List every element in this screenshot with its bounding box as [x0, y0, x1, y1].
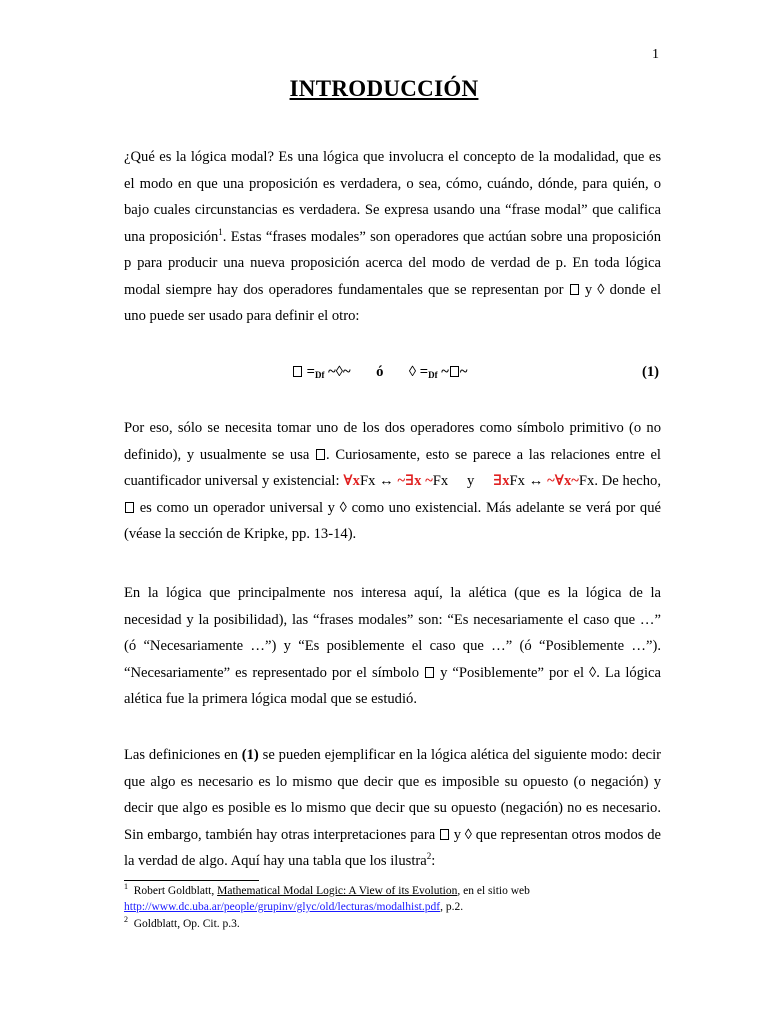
necessity-box-icon [425, 667, 434, 678]
definitions-text-d: : [431, 853, 436, 869]
formula-neg-dia-neg: ~◊~ [328, 364, 351, 380]
footnote-number: 2 [124, 915, 128, 925]
formula-text: Fx. De hecho, [578, 473, 662, 489]
intro-text-c: y ◊ donde el uno puede ser usado para definir el otro: [124, 281, 662, 324]
necessity-box-icon [293, 366, 302, 377]
definitions-text-c: y ◊ que representan otros modos de la verdad de algo. Aquí hay una tabla que los ilustra [124, 826, 661, 869]
formula-text: Fx ↔ [509, 473, 544, 489]
quantifier-neg-universal: ~∀x~ [547, 473, 579, 489]
formula-df: Df [428, 370, 438, 380]
formula-or: ó [376, 364, 384, 380]
formula-reference: (1) [241, 747, 259, 763]
formula-eq: = [306, 364, 315, 380]
formula-number: (1) [641, 364, 659, 380]
footnote-number: 1 [124, 882, 128, 892]
footnote-author: Robert Goldblatt, [133, 885, 215, 897]
quantifier-existential: ∃x [493, 473, 510, 489]
page-number: 1 [652, 47, 659, 62]
footnote-2 [124, 916, 684, 932]
formula-neg: ~ [441, 364, 449, 380]
paragraph-aletica [124, 580, 661, 713]
formula-eq: = [419, 364, 429, 380]
formula-dia: ◊ [408, 364, 417, 380]
aletica-text-a: En la lógica que principalmente nos interesa aquí, la alética (que es la lógica de la necesidad y la posibilidad), las “frases modales” son: “Es necesariamente el caso que …” (ó “Necesariamente …”) y “Es posiblemente el caso que …” (ó “Posiblemente …”). “Necesariamente” es representado por el símbolo [124, 585, 661, 681]
necessity-box-icon [316, 449, 325, 460]
footnote-work-title: Mathematical Modal Logic: A View of its Evolution [217, 885, 458, 897]
definitions-text-b: se pueden ejemplificar en la lógica alética del siguiente modo: decir que algo es necesario es lo mismo que decir que es imposible su opuesto (o negación) y decir que algo es posible es lo mismo que decir que su opuesto (negación) no es necesario. Sin embargo, también hay otras interpretaciones para [124, 747, 661, 843]
primitive-text-c: es como un operador universal y ◊ como uno existencial. Más adelante se verá por qué (véase la sección de Kripke, pp. 13-14). [124, 499, 661, 542]
paragraph-definitions [124, 742, 661, 875]
paragraph-intro [124, 144, 661, 330]
paragraph-primitive [124, 415, 661, 548]
formula-text: Fx [432, 473, 449, 489]
primitive-text-a: Por eso, sólo se necesita tomar uno de los dos operadores como símbolo primitivo (o no definido), y usualmente se usa [124, 420, 661, 463]
quantifier-universal: ∀x [343, 473, 360, 489]
intro-text-a: ¿Qué es la lógica modal? Es una lógica que involucra el concepto de la modalidad, que es el modo en que una proposición es verdadera, o sea, cómo, cuándo, dónde, para quién, o bajo cuales circunstancias es verdadera. Se expresa usando una “frase modal” que califica una proposición [124, 149, 661, 245]
necessity-box-icon [570, 284, 579, 295]
footnote-1 [124, 883, 684, 915]
aletica-text-b: y “Posiblemente” por el ◊. La lógica alética fue la primera lógica modal que se estudió. [124, 664, 661, 707]
footnote-url-link[interactable]: http://www.dc.uba.ar/people/grupinv/glyc/old/lecturas/modalhist.pdf [124, 901, 441, 913]
formula-text: Fx ↔ [359, 473, 394, 489]
necessity-box-icon [450, 366, 459, 377]
formula-1 [124, 364, 661, 390]
page-title: INTRODUCCIÓN [289, 76, 479, 101]
footnote-ref-1[interactable]: 1 [218, 226, 223, 237]
necessity-box-icon [125, 502, 134, 513]
footnote-separator [124, 880, 259, 881]
definitions-text-a: Las definiciones en [124, 747, 238, 763]
quantifier-neg-existential: ~∃x ~ [397, 473, 433, 489]
footnote-mid: , en el sitio web [457, 885, 530, 897]
footnote-end: , p.2. [440, 901, 464, 913]
intro-text-b: . Estas “frases modales” son operadores que actúan sobre una proposición p para producir una nueva proposición acerca del modo de verdad de p. En toda lógica modal siempre hay dos operadores fundamentales que se representan por [124, 228, 661, 298]
formula-df: Df [314, 370, 325, 380]
conjunction: y [467, 473, 475, 489]
footnote-ref-2[interactable]: 2 [426, 851, 432, 862]
footnote-text: Goldblatt, Op. Cit. p.3. [133, 918, 240, 930]
formula-neg-end: ~ [459, 364, 468, 380]
formula-expression [292, 364, 467, 381]
necessity-box-icon [440, 829, 449, 840]
primitive-text-b: . Curiosamente, esto se parece a las relaciones entre el cuantificador universal y existencial: [124, 446, 661, 489]
